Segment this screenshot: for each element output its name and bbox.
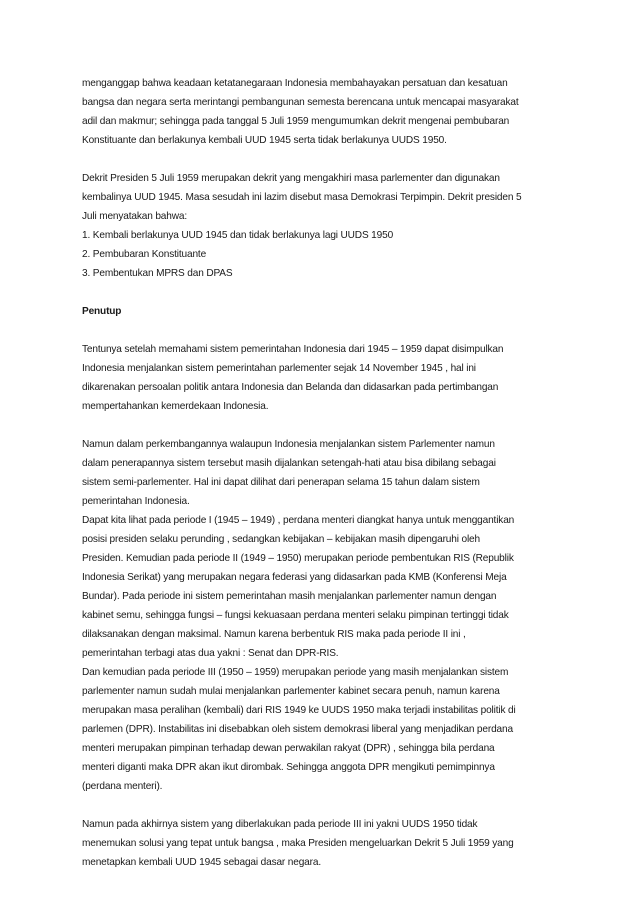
text-line: dalam penerapannya sistem tersebut masih dijalankan setengah-hati atau bisa dibilang sebagai [82, 458, 496, 469]
text-line: Namun dalam perkembangannya walaupun Indonesia menjalankan sistem Parlementer namun [82, 439, 495, 450]
text-line: Juli menyatakan bahwa: [82, 211, 187, 222]
text-line: Konstituante dan berlakunya kembali UUD 1945 serta tidak berlakunya UUDS 1950. [82, 135, 447, 146]
text-line: Dan kemudian pada periode III (1950 – 1959) merupakan periode yang masih menjalankan sistem [82, 667, 509, 678]
list-item: 1. Kembali berlakunya UUD 1945 dan tidak berlakunya lagi UUDS 1950 [82, 230, 394, 241]
paragraph-dekrit-content [82, 169, 568, 283]
text-line: Presiden. Kemudian pada periode II (1949 – 1950) merupakan periode pembentukan RIS (Republik [82, 553, 514, 564]
text-line: menganggap bahwa keadaan ketatanegaraan Indonesia membahayakan persatuan dan kesatuan [82, 78, 508, 89]
text-line: pemerintahan Indonesia. [82, 496, 190, 507]
text-line: menetapkan kembali UUD 1945 sebagai dasar negara. [82, 857, 321, 868]
paragraph-gap [82, 321, 568, 340]
text-line: parlemen (DPR). Instabilitas ini disebabkan oleh sistem demokrasi liberal yang menjadikan perdana [82, 724, 513, 735]
text-line: merupakan masa peralihan (kembali) dari RIS 1949 ke UUDS 1950 maka terjadi instabilitas politik di [82, 705, 516, 716]
text-line: kabinet semu, sehingga fungsi – fungsi kekuasaan perdana menteri selaku pimpinan tertinggi tidak [82, 610, 509, 621]
text-line: dilaksanakan dengan maksimal. Namun karena berbentuk RIS maka pada periode II ini , [82, 629, 466, 640]
text-line: Tentunya setelah memahami sistem pemerintahan Indonesia dari 1945 – 1959 dapat disimpulkan [82, 344, 504, 355]
section-heading-penutup: Penutup [82, 306, 122, 317]
paragraph-conclusion-intro [82, 340, 568, 416]
text-line: posisi presiden selaku perunding , sedangkan kebijakan – kebijakan masih dipengaruhi oleh [82, 534, 480, 545]
text-line: menteri diganti maka DPR akan ikut dirombak. Sehingga anggota DPR mengikuti pemimpinnya [82, 762, 495, 773]
list-item: 3. Pembentukan MPRS dan DPAS [82, 268, 233, 279]
text-line: Indonesia Serikat) yang merupakan negara federasi yang didasarkan pada KMB (Konferensi Meja [82, 572, 507, 583]
text-line: menemukan solusi yang tepat untuk bangsa , maka Presiden mengeluarkan Dekrit 5 Juli 1959 yang [82, 838, 514, 849]
text-line: pemerintahan terbagi atas dua yakni : Senat dan DPR-RIS. [82, 648, 339, 659]
paragraph-gap [82, 796, 568, 815]
text-line: Bundar). Pada periode ini sistem pemerintahan masih menjalankan parlementer namun dengan [82, 591, 497, 602]
paragraph-final [82, 815, 568, 872]
text-line: Dapat kita lihat pada periode I (1945 – 1949) , perdana menteri diangkat hanya untuk menggantikan [82, 515, 515, 526]
text-line: Dekrit Presiden 5 Juli 1959 merupakan dekrit yang mengakhiri masa parlementer dan digunakan [82, 173, 500, 184]
text-line: adil dan makmur; sehingga pada tanggal 5 Juli 1959 mengumumkan dekrit mengenai pembubaran [82, 116, 510, 127]
text-line: mempertahankan kemerdekaan Indonesia. [82, 401, 269, 412]
text-line: Namun pada akhirnya sistem yang diberlakukan pada periode III ini yakni UUDS 1950 tidak [82, 819, 478, 830]
text-line: sistem semi-parlementer. Hal ini dapat dilihat dari penerapan selama 15 tahun dalam sistem [82, 477, 480, 488]
text-line: dikarenakan persoalan politik antara Indonesia dan Belanda dan didasarkan pada pertimbangan [82, 382, 499, 393]
text-line: parlementer namun sudah mulai menjalankan parlementer kabinet secara penuh, namun karena [82, 686, 500, 697]
paragraph-dekrit-background [82, 74, 568, 150]
text-line: kembalinya UUD 1945. Masa sesudah ini lazim disebut masa Demokrasi Terpimpin. Dekrit presiden 5 [82, 192, 522, 203]
document-page [82, 74, 568, 872]
list-item: 2. Pembubaran Konstituante [82, 249, 207, 260]
paragraph-gap [82, 283, 568, 302]
text-line: (perdana menteri). [82, 781, 163, 792]
text-line: bangsa dan negara serta merintangi pembangunan semesta berencana untuk mencapai masyarakat [82, 97, 519, 108]
text-line: Indonesia menjalankan sistem pemerintahan parlementer sejak 14 November 1945 , hal ini [82, 363, 476, 374]
paragraph-periods [82, 435, 568, 796]
paragraph-gap [82, 416, 568, 435]
paragraph-gap [82, 150, 568, 169]
text-line: menteri merupakan pimpinan terhadap dewan perwakilan rakyat (DPR) , sehingga bila perdana [82, 743, 495, 754]
